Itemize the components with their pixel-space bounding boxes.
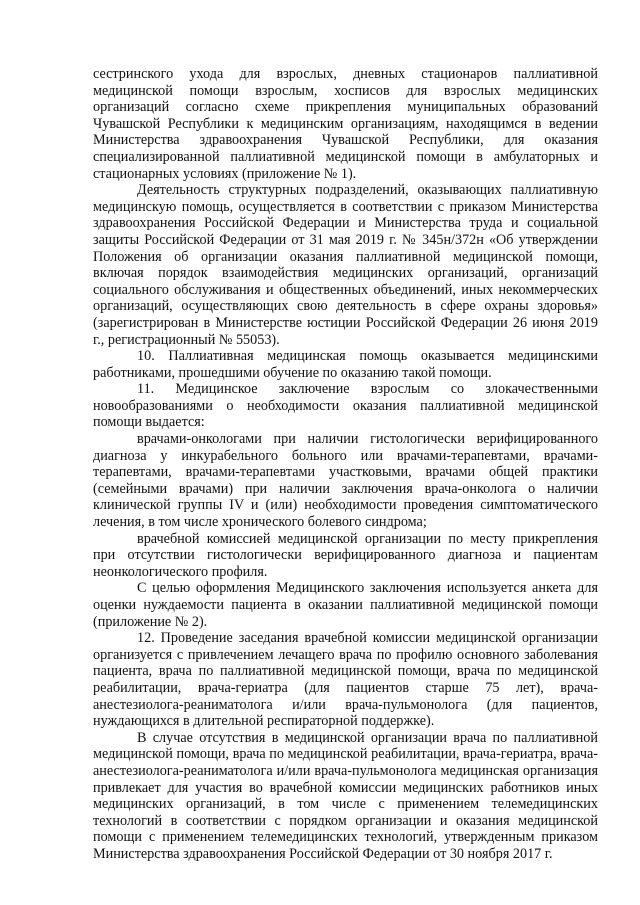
paragraph-item-12: 12. Проведение заседания врачебной комиссии медицинской организации организуется с привлечением лечащего врача по профилю основного заболевания пациента, врача по паллиативной медицинской помощи, врача по медицинской реабилитации, врача-гериатра (для пациентов старше 75 лет), врача-анестезиолога-реаниматолога и/или врача-пульмонолога (для пациентов, нуждающихся в длительной респираторной поддержке). (93, 630, 598, 730)
paragraph-item-10: 10. Паллиативная медицинская помощь оказывается медицинскими работниками, прошедшими обучение по оказанию такой помощи. (93, 348, 598, 381)
paragraph-oncologists: врачами-онкологами при наличии гистологически верифицированного диагноза у инкурабельного больного или врачами-терапевтами, врачами-терапевтами, врачами-терапевтами участковыми, врачами общей практики (семейными врачами) при наличии заключения врача-онколога о наличии клинической группы IV и (или) необходимости проведения симптоматического лечения, в том числе хронического болевого синдрома; (93, 431, 598, 531)
paragraph-questionnaire: С целью оформления Медицинского заключения используется анкета для оценки нуждаемости пациента в оказании паллиативной медицинской помощи (приложение № 2). (93, 580, 598, 630)
paragraph-item-11: 11. Медицинское заключение взрослым со злокачественными новообразованиями о необходимости оказания паллиативной медицинской помощи выдается: (93, 381, 598, 431)
paragraph-medical-commission: врачебной комиссией медицинской организации по месту прикрепления при отсутствии гистологически верифицированного диагноза и пациентам неонкологического профиля. (93, 530, 598, 580)
paragraph-absence-of-doctor: В случае отсутствия в медицинской организации врача по паллиативной медицинской помощи, врача по медицинской реабилитации, врача-гериатра, врача-анестезиолога-реаниматолога и/или врача-пульмонолога медицинская организация привлекает для участия во врачебной комиссии медицинских работников иных медицинских организаций, в том числе с применением телемедицинских технологий в соответствии с порядком организации и оказания медицинской помощи с применением телемедицинских технологий, утвержденным приказом Министерства здравоохранения Российской Федерации от 30 ноября 2017 г. (93, 729, 598, 862)
paragraph-structural-units: Деятельность структурных подразделений, оказывающих паллиативную медицинскую помощь, осуществляется в соответствии с приказом Министерства здравоохранения Российской Федерации и Министерства труда и социальной защиты Российской Федерации от 31 мая 2019 г. № 345н/372н «Об утверждении Положения об организации оказания паллиативной медицинской помощи, включая порядок взаимодействия медицинских организаций, организаций социального обслуживания и общественных объединений, иных некоммерческих организаций, осуществляющих свою деятельность в сфере охраны здоровья» (зарегистрирован в Министерстве юстиции Российской Федерации 26 июня 2019 г., регистрационный № 55053). (93, 182, 598, 348)
paragraph-continuation: сестринского ухода для взрослых, дневных стационаров паллиативной медицинской помощи взрослым, хосписов для взрослых медицинских организаций согласно схеме прикрепления муниципальных образований Чувашской Республики к медицинским организациям, находящимся в ведении Министерства здравоохранения Чувашской Республики, для оказания специализированной паллиативной медицинской помощи в амбулаторных и стационарных условиях (приложение № 1). (93, 66, 598, 182)
